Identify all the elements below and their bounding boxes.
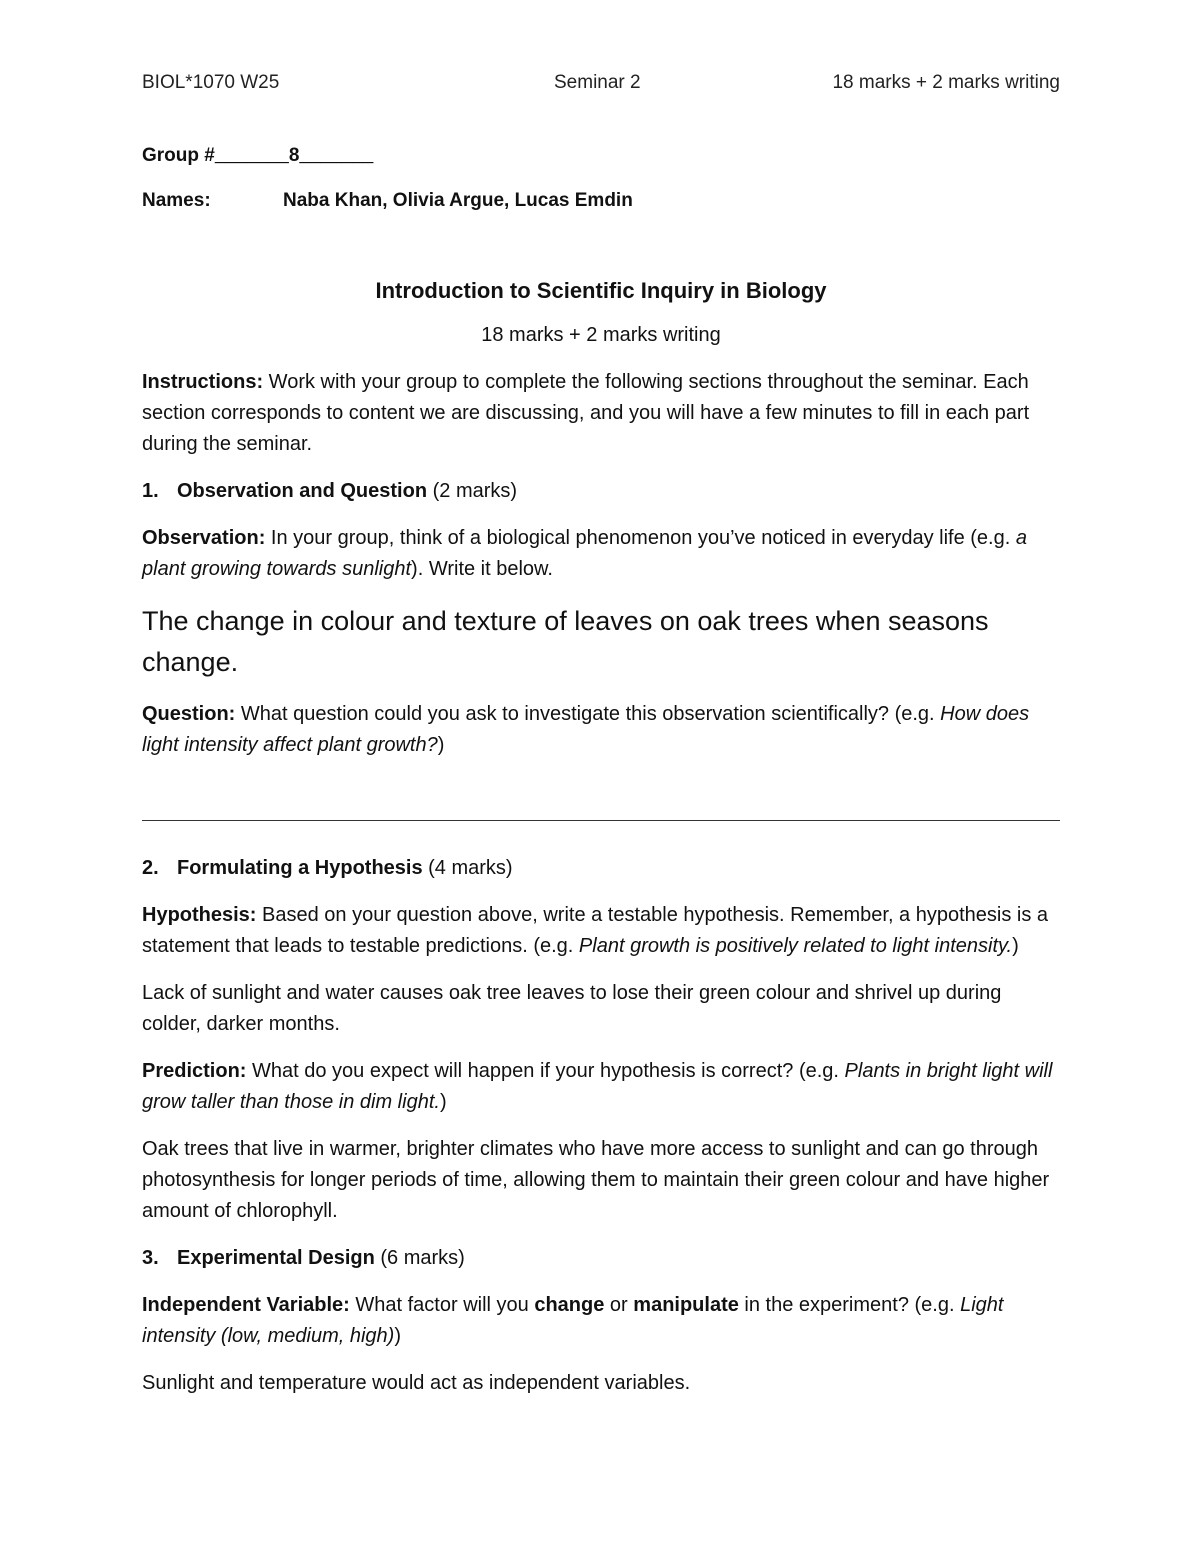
- prediction-close: ): [439, 1091, 447, 1113]
- question-prompt: [142, 699, 1060, 761]
- question-close: ): [437, 734, 445, 756]
- instructions: [142, 367, 1060, 460]
- iv-example: Light intensity (low, medium, high): [142, 1294, 1004, 1347]
- prediction-label: Prediction:: [142, 1060, 247, 1082]
- section-2-name: Formulating a Hypothesis: [177, 857, 423, 879]
- question-label: Question:: [142, 703, 236, 725]
- section-1-heading: [142, 476, 1060, 507]
- observation-prompt: [142, 523, 1060, 585]
- observation-label: Observation:: [142, 527, 266, 549]
- observation-text-end: ). Write it below.: [411, 558, 553, 580]
- page-header: [142, 72, 1060, 98]
- header-marks: 18 marks + 2 marks writing: [832, 72, 1060, 93]
- section-2-number: 2.: [142, 857, 159, 879]
- independent-variable-answer: Sunlight and temperature would act as independent variables.: [142, 1372, 691, 1394]
- hypothesis-example: Plant growth is positively related to light intensity.: [578, 935, 1013, 957]
- header-seminar: Seminar 2: [554, 72, 641, 93]
- group-value: 8: [288, 145, 300, 166]
- names-label: Names:: [142, 190, 211, 211]
- observation-answer: The change in colour and texture of leaves on oak trees when seasons change.: [142, 606, 989, 677]
- group-blank-before: _______: [214, 145, 289, 166]
- document-subtitle: 18 marks + 2 marks writing: [481, 324, 721, 346]
- section-1-marks: (2 marks): [427, 480, 518, 502]
- header-course: BIOL*1070 W25: [142, 72, 280, 93]
- section-1-name: Observation and Question: [177, 480, 428, 502]
- instructions-text: Work with your group to complete the following sections throughout the seminar. Each section corresponds to content we are discussing, and you will have a few minutes to fill in each part during the seminar.: [142, 371, 1030, 455]
- group-blank-after: _______: [299, 145, 374, 166]
- group-number: [142, 140, 1060, 171]
- group-label: Group #: [142, 145, 215, 166]
- iv-text-b: in the experiment? (e.g.: [738, 1294, 961, 1316]
- observation-example: a plant growing towards sunlight: [142, 527, 1027, 580]
- prediction-answer: Oak trees that live in warmer, brighter climates who have more access to sunlight and can go through photosynthesis for longer periods of time, allowing them to maintain their green colour and have higher amount of chlorophyll.: [142, 1138, 1050, 1222]
- document-body: [142, 140, 1060, 1415]
- hypothesis-text: Based on your question above, write a testable hypothesis. Remember, a hypothesis is a statement that leads to testable predictions. (e.g.: [142, 904, 1049, 957]
- prediction-prompt: [142, 1056, 1060, 1118]
- prediction-example: Plants in bright light will grow taller than those in dim light.: [142, 1060, 1053, 1113]
- section-3-number: 3.: [142, 1247, 159, 1269]
- section-1-number: 1.: [142, 480, 159, 502]
- question-text: What question could you ask to investigate this observation scientifically? (e.g.: [235, 703, 941, 725]
- observation-text: In your group, think of a biological phenomenon you’ve noticed in everyday life (e.g.: [265, 527, 1016, 549]
- document-title: Introduction to Scientific Inquiry in Biology: [375, 278, 827, 303]
- group-names: [142, 185, 1060, 216]
- iv-change: change: [534, 1294, 605, 1316]
- question-example: How does light intensity affect plant growth?: [142, 703, 1030, 756]
- answer-blank-line: [142, 819, 1060, 821]
- iv-text-a: What factor will you: [349, 1294, 535, 1316]
- iv-or: or: [604, 1294, 634, 1316]
- instructions-label: Instructions:: [142, 371, 264, 393]
- independent-variable-prompt: [142, 1290, 1060, 1352]
- names-value: Naba Khan, Olivia Argue, Lucas Emdin: [283, 190, 633, 211]
- iv-manipulate: manipulate: [633, 1294, 739, 1316]
- hypothesis-prompt: [142, 900, 1060, 962]
- iv-label: Independent Variable:: [142, 1294, 350, 1316]
- prediction-text: What do you expect will happen if your hypothesis is correct? (e.g.: [246, 1060, 845, 1082]
- iv-close: ): [394, 1325, 401, 1347]
- hypothesis-answer: Lack of sunlight and water causes oak tree leaves to lose their green colour and shrivel up during colder, darker months.: [142, 982, 1002, 1035]
- hypothesis-label: Hypothesis:: [142, 904, 257, 926]
- section-3-marks: (6 marks): [374, 1247, 465, 1269]
- section-2-heading: [142, 853, 1060, 884]
- hypothesis-close: ): [1012, 935, 1019, 957]
- section-3-heading: [142, 1243, 1060, 1274]
- section-2-marks: (4 marks): [422, 857, 513, 879]
- section-3-name: Experimental Design: [177, 1247, 375, 1269]
